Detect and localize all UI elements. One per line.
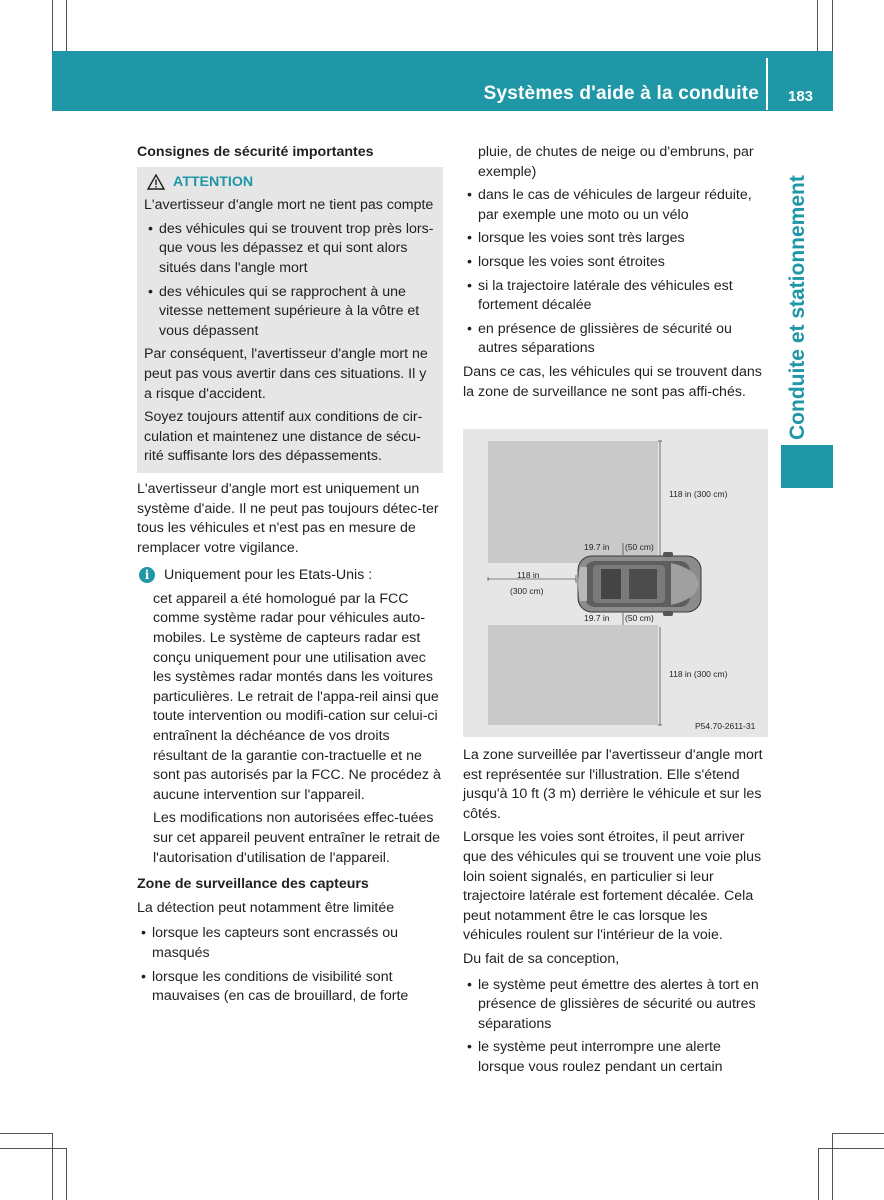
info-body — [137, 590, 443, 868]
warning-header — [144, 173, 436, 193]
body-paragraph: Lorsque les voies sont étroites, il peut arriver que des véhicules qui se trouvent une voie plus loin soient signalés, en particulier si leur trajectoire latérale est fortement décalée. Cela peut notamment être le cas lorsque les véhicules roulent sur l'intérieur de la voie. — [463, 829, 762, 944]
chapter-tab-marker — [781, 445, 833, 488]
info-paragraph: Les modifications non autorisées effec-tuées sur cet appareil peuvent entraîner le retrait de l'autorisation d'utilisation de l'appareil. — [153, 810, 441, 866]
crop-mark — [66, 0, 67, 51]
list-item: • le système peut interrompre une alerte lorsque vous roulez pendant un certain — [463, 1038, 768, 1077]
blind-spot-diagram — [463, 429, 768, 737]
right-column-lower — [463, 746, 768, 1082]
crop-mark — [0, 1148, 66, 1149]
info-icon: i — [139, 567, 155, 583]
body-paragraph: Dans ce cas, les véhicules qui se trouvent dans la zone de surveillance ne sont pas affi-chés. — [463, 363, 762, 400]
diagram-svg — [463, 429, 768, 737]
crop-mark — [52, 0, 53, 51]
warning-intro: L'avertisseur d'angle mort ne tient pas compte — [144, 197, 434, 214]
body-paragraph: La zone surveillée par l'avertisseur d'angle mort est représentée sur l'illustration. Elle s'étend jusqu'à 10 ft (3 m) derrière le véhicule et sur les côtés. — [463, 747, 763, 822]
body-paragraph: L'avertisseur d'angle mort est uniquement un système d'aide. Il ne peut pas toujours détec-ter tous les véhicules et n'est pas en mesure de remplacer votre vigilance. — [137, 480, 439, 556]
label-top-distance: 118 in (300 cm) — [669, 489, 728, 499]
warning-paragraph: Par conséquent, l'avertisseur d'angle mort ne peut pas vous avertir dans ces situations. Il y a risque d'accident. — [144, 346, 428, 402]
label-side-top-in: 19.7 in — [584, 542, 610, 552]
figure-code: P54.70-2611-31 — [695, 721, 756, 731]
page-title: Systèmes d'aide à la conduite — [483, 83, 759, 104]
label-rear-distance-cm: (300 cm) — [510, 586, 544, 596]
warning-box — [137, 167, 443, 473]
crop-mark — [832, 1133, 884, 1134]
list-item: • en présence de glissières de sécurité ou autres séparations — [463, 320, 768, 359]
monitoring-zone-bottom — [488, 625, 658, 725]
warning-triangle-icon — [147, 174, 165, 190]
vehicle-top-view — [578, 552, 701, 616]
list-item: • lorsque les capteurs sont encrassés ou masqués — [137, 924, 443, 963]
list-item: • dans le cas de véhicules de largeur réduite, par exemple une moto ou un vélo — [463, 186, 768, 225]
list-item: • lorsque les voies sont très larges — [463, 229, 768, 249]
crop-mark — [817, 0, 818, 51]
label-rear-distance: 118 in — [517, 570, 540, 580]
crop-mark — [832, 1133, 833, 1200]
label-side-bottom-cm: (50 cm) — [625, 613, 654, 623]
crop-mark — [52, 1133, 53, 1200]
crop-mark — [0, 1133, 52, 1134]
continuation-text: pluie, de chutes de neige ou d'embruns, par exemple) — [478, 144, 754, 180]
bullet-list — [463, 976, 768, 1078]
page-number: 183 — [787, 88, 814, 105]
chapter-side-label: Conduite et stationnement — [786, 175, 809, 440]
list-item: • lorsque les conditions de visibilité sont mauvaises (en cas de brouillard, de forte — [137, 968, 443, 1007]
label-side-bottom-in: 19.7 in — [584, 613, 610, 623]
list-item: • si la trajectoire latérale des véhicules est fortement décalée — [463, 277, 768, 316]
info-title: Uniquement pour les Etats-Unis : — [164, 567, 373, 584]
warning-title: ATTENTION — [173, 173, 254, 190]
crop-mark — [832, 0, 833, 51]
list-item: • le système peut émettre des alertes à tort en présence de glissières de sécurité ou autres séparations — [463, 976, 768, 1035]
warning-list — [144, 220, 436, 342]
crop-mark — [818, 1148, 819, 1200]
label-side-top-cm: (50 cm) — [625, 542, 654, 552]
body-paragraph: La détection peut notamment être limitée — [137, 899, 395, 916]
label-bottom-distance: 118 in (300 cm) — [669, 669, 728, 679]
warning-paragraph: Soyez toujours attentif aux conditions de cir-culation et maintenez une distance de sécu-rité suffisante lors des dépassements. — [144, 409, 423, 465]
right-column — [463, 143, 768, 406]
body-paragraph: Du fait de sa conception, — [463, 950, 620, 967]
subsection-title: Zone de surveillance des capteurs — [137, 876, 369, 893]
crop-mark — [818, 1148, 884, 1149]
crop-mark — [66, 1148, 67, 1200]
bullet-list — [137, 924, 443, 1006]
bullet-list — [463, 186, 768, 359]
section-title: Consignes de sécurité importantes — [137, 144, 374, 160]
list-item: • lorsque les voies sont étroites — [463, 253, 768, 273]
info-note — [137, 566, 443, 586]
list-item: • des véhicules qui se rapprochent à une vitesse nettement supérieure à la vôtre et vous dépassent — [144, 283, 436, 342]
list-item: • des véhicules qui se trouvent trop près lors-que vous les dépassez et qui sont alors situés dans l'angle mort — [144, 220, 436, 279]
left-column — [137, 143, 443, 1011]
info-paragraph: cet appareil a été homologué par la FCC comme système radar pour véhicules auto-mobiles. Le système de capteurs radar est conçu uniquement pour une utilisation avec les systèmes radar montés dans les voitures particulières. Le retrait de l'appa-reil ainsi que toute intervention ou modifi-cation sur celui-ci entraînent la déchéance de vos droits résultant de la garantie con-tractuelle et ne sont pas autorisés par la FCC. Ne procédez à aucune intervention sur l'appareil. — [153, 590, 441, 803]
